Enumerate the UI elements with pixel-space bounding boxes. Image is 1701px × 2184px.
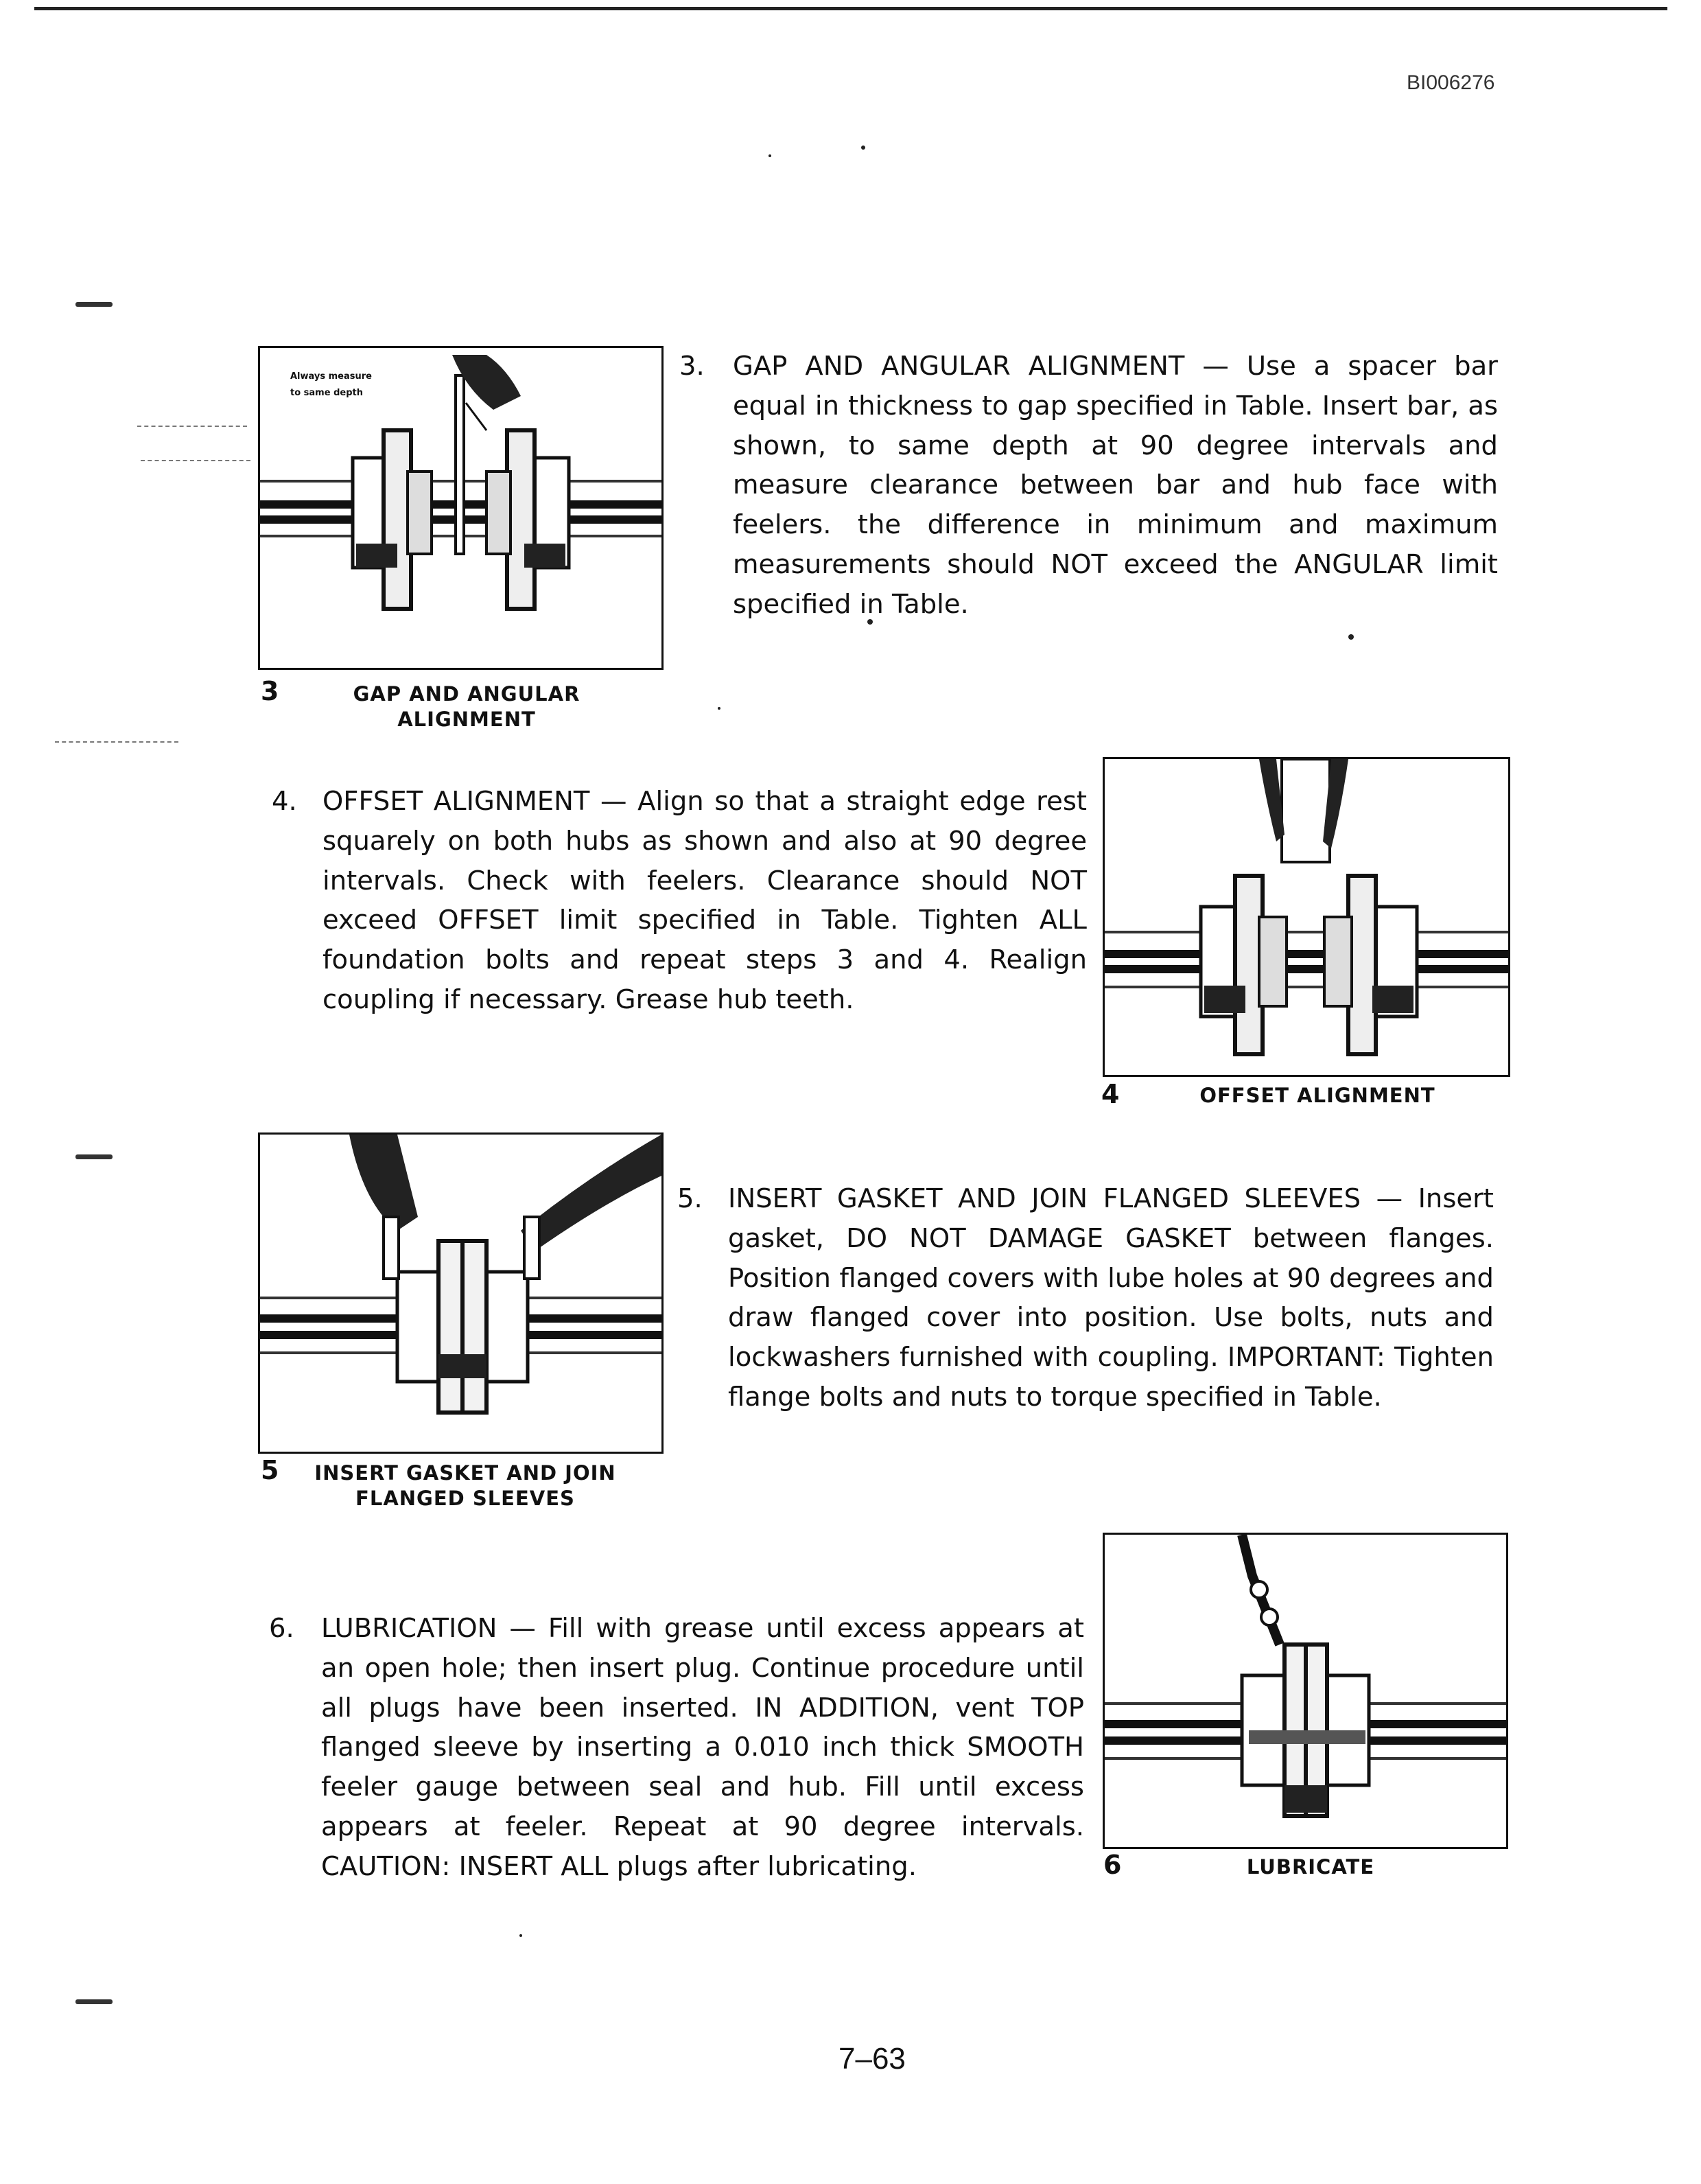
figure-insert-gasket <box>258 1132 664 1454</box>
margin-mark <box>75 302 113 307</box>
figure-caption <box>1180 1083 1455 1108</box>
document-id: BI006276 <box>1407 71 1495 94</box>
margin-mark <box>75 1999 113 2004</box>
scan-speck <box>769 154 771 157</box>
scan-speck <box>861 146 865 150</box>
callout-line: to same depth <box>290 388 363 398</box>
step-text: GAP AND ANGULAR ALIGNMENT — Use a spacer bar equal in thickness to gap specified in Table. Insert bar, as shown, to same depth at 90 degree intervals and measure clearance between bar and hub face with feelers. the difference in minimum and maximum measurements should NOT exceed the ANGULAR limit specified in Table. <box>733 351 1498 620</box>
margin-dash <box>137 426 247 428</box>
step-number: 6. <box>269 1613 294 1644</box>
page-number: 7–63 <box>838 2042 906 2076</box>
coupling-gasket-illustration <box>260 1135 661 1452</box>
callout-line: Always measure <box>290 371 372 382</box>
coupling-lubricate-illustration <box>1105 1535 1506 1847</box>
scan-speck <box>718 707 720 710</box>
figure-gap-angular-alignment <box>258 346 664 670</box>
figure-caption <box>329 682 604 732</box>
step-text: INSERT GASKET AND JOIN FLANGED SLEEVES — Insert gasket, DO NOT DAMAGE GASKET between flanges. Position flanged covers with lube holes at 90 degrees and draw flanged cover into position. Use bolts, nuts and lockwashers furnished with coupling. IMPORTANT: Tighten flange bolts and nuts to torque specified in Table. <box>728 1183 1494 1413</box>
top-rule <box>34 7 1667 10</box>
figure-caption <box>1173 1855 1448 1880</box>
figure-offset-alignment <box>1103 757 1510 1077</box>
margin-dash <box>141 460 250 463</box>
scan-speck <box>519 1934 522 1937</box>
caption-line: LUBRICATE <box>1246 1855 1375 1879</box>
step-number: 5. <box>677 1183 703 1214</box>
figure-lubricate <box>1103 1533 1508 1849</box>
step-number: 4. <box>272 786 297 817</box>
step-number: 3. <box>679 351 705 382</box>
caption-line: OFFSET ALIGNMENT <box>1199 1084 1435 1107</box>
figure-number: 5 <box>261 1455 279 1485</box>
step-text: OFFSET ALIGNMENT — Align so that a straight edge rest squarely on both hubs as shown and also at 90 degree intervals. Check with feelers. Clearance should NOT exceed OFFSET limit specified in Table. Tighten ALL foundation bolts and repeat steps 3 and 4. Realign coupling if necessary. Grease hub teeth. <box>322 786 1087 1015</box>
figure-callout <box>290 369 372 402</box>
margin-mark <box>75 1154 113 1159</box>
caption-line: GAP AND ANGULAR <box>353 682 580 706</box>
figure-number: 4 <box>1101 1079 1120 1109</box>
figure-caption <box>307 1461 623 1511</box>
scan-speck <box>1348 634 1354 640</box>
coupling-offset-illustration <box>1105 759 1508 1075</box>
figure-number: 3 <box>261 676 279 706</box>
margin-dash <box>55 741 178 744</box>
caption-line: ALIGNMENT <box>397 708 536 731</box>
caption-line: FLANGED SLEEVES <box>355 1487 575 1510</box>
step-text: LUBRICATION — Fill with grease until excess appears at an open hole; then insert plug. Continue procedure until all plugs have been inserted. IN ADDITION, vent TOP flanged sleeve by inserting a 0.010 inch thick SMOOTH feeler gauge between seal and hub. Fill until excess appears at feeler. Repeat at 90 degree intervals. CAUTION: INSERT ALL plugs after lubricating. <box>321 1613 1084 1882</box>
caption-line: INSERT GASKET AND JOIN <box>314 1461 616 1485</box>
figure-number: 6 <box>1103 1850 1122 1880</box>
